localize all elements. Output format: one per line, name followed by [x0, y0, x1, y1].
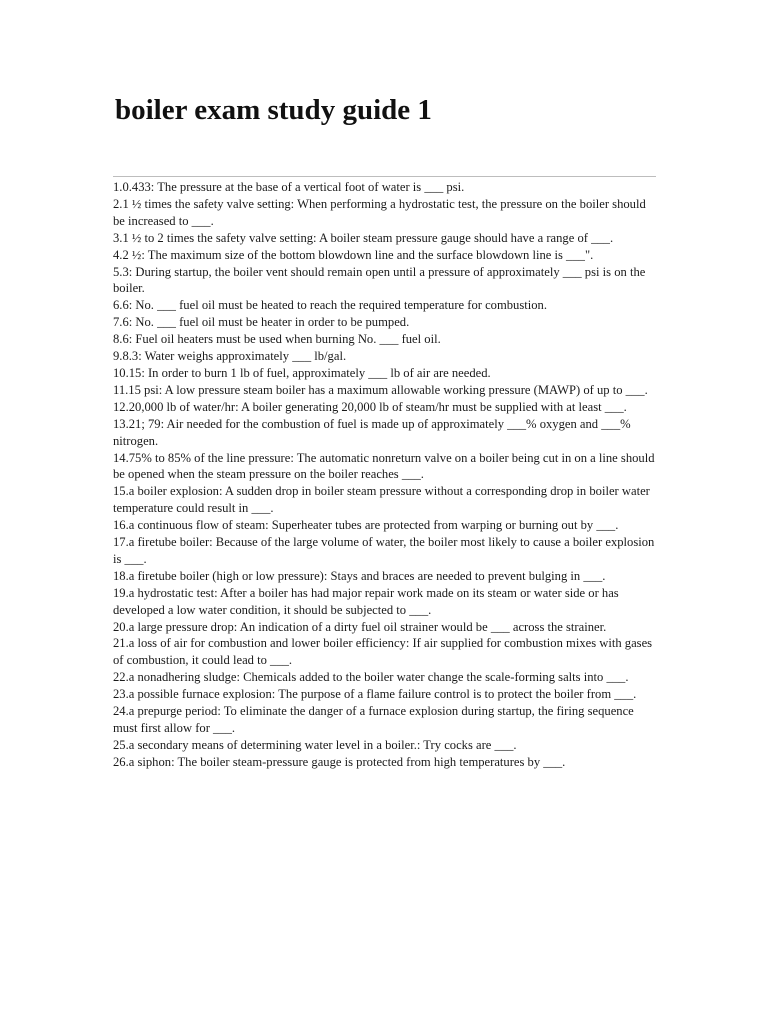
question-entry: 19.a hydrostatic test: After a boiler has had major repair work made on its steam or water side or has developed a low water condition, it should be subjected to ___.	[113, 585, 619, 617]
question-entry: 2.1 ½ times the safety valve setting: When performing a hydrostatic test, the pressure on the boiler should be increased to ___.	[113, 196, 646, 228]
question-entry: 6.6: No. ___ fuel oil must be heated to reach the required temperature for combustion.	[113, 298, 547, 313]
question-entry: 7.6: No. ___ fuel oil must be heater in order to be pumped.	[113, 315, 410, 330]
question-entry: 15.a boiler explosion: A sudden drop in boiler steam pressure without a corresponding drop in boiler water temperature could result in ___.	[113, 484, 650, 516]
question-entry: 16.a continuous flow of steam: Superheater tubes are protected from warping or burning out by ___.	[113, 518, 619, 533]
question-entry: 11.15 psi: A low pressure steam boiler has a maximum allowable working pressure (MAWP) of up to ___.	[113, 382, 648, 397]
question-entry: 5.3: During startup, the boiler vent should remain open until a pressure of approximately ___ psi is on the boiler.	[113, 264, 646, 296]
title-divider	[113, 176, 656, 177]
question-entry: 8.6: Fuel oil heaters must be used when burning No. ___ fuel oil.	[113, 332, 441, 347]
question-entry: 13.21; 79: Air needed for the combustion of fuel is made up of approximately ___% oxygen and ___% nitrogen.	[113, 416, 631, 448]
question-entry: 9.8.3: Water weighs approximately ___ lb/gal.	[113, 349, 347, 364]
question-entry: 18.a firetube boiler (high or low pressure): Stays and braces are needed to prevent bulging in ___.	[113, 568, 606, 583]
question-entry: 23.a possible furnace explosion: The purpose of a flame failure control is to protect the boiler from ___.	[113, 687, 637, 702]
question-entry: 20.a large pressure drop: An indication of a dirty fuel oil strainer would be ___ across the strainer.	[113, 619, 607, 634]
question-entry: 3.1 ½ to 2 times the safety valve setting: A boiler steam pressure gauge should have a range of ___.	[113, 230, 614, 245]
question-entry: 4.2 ½: The maximum size of the bottom blowdown line and the surface blowdown line is ___".	[113, 247, 594, 262]
question-entry: 17.a firetube boiler: Because of the large volume of water, the boiler most likely to cause a boiler explosion is ___.	[113, 535, 655, 566]
question-entry: 24.a prepurge period: To eliminate the danger of a furnace explosion during startup, the firing sequence must first allow for ___.	[113, 704, 634, 735]
page-title: boiler exam study guide 1	[115, 94, 432, 126]
question-entry: 10.15: In order to burn 1 lb of fuel, approximately ___ lb of air are needed.	[113, 365, 491, 380]
question-entry: 12.20,000 lb of water/hr: A boiler generating 20,000 lb of steam/hr must be supplied with at least ___.	[113, 399, 627, 414]
question-entry: 26.a siphon: The boiler steam-pressure gauge is protected from high temperatures by ___.	[113, 754, 566, 769]
question-entry: 22.a nonadhering sludge: Chemicals added to the boiler water change the scale-forming salts into ___.	[113, 670, 629, 685]
question-entry: 21.a loss of air for combustion and lower boiler efficiency: If air supplied for combustion mixes with gases of combustion, it could lead to ___.	[113, 636, 653, 668]
question-entry: 14.75% to 85% of the line pressure: The automatic nonreturn valve on a boiler being cut in on a line should be opened when the steam pressure on the boiler reaches ___.	[113, 450, 655, 482]
question-entry: 1.0.433: The pressure at the base of a vertical foot of water is ___ psi.	[113, 180, 465, 194]
study-question-list	[113, 179, 658, 771]
question-entry: 25.a secondary means of determining water level in a boiler.: Try cocks are ___.	[113, 737, 517, 752]
